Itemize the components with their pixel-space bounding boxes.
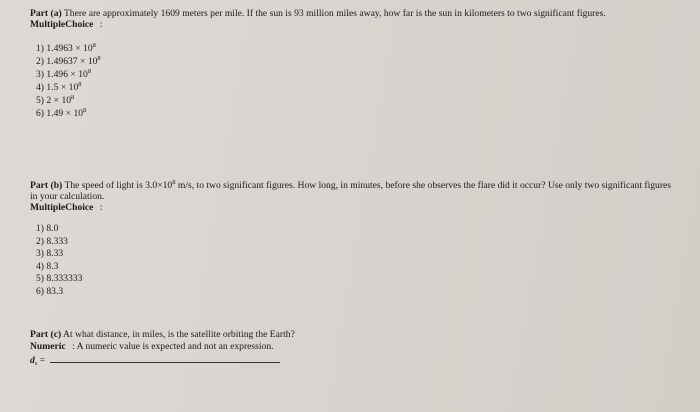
part-b-type-suffix: : bbox=[99, 202, 103, 213]
option-num: 1) bbox=[36, 43, 44, 54]
part-a-option-3[interactable] bbox=[36, 68, 680, 81]
option-times: × bbox=[80, 56, 86, 67]
part-b-option-6[interactable]: 6) 83.3 bbox=[36, 285, 64, 297]
option-mantissa: 1.49637 bbox=[46, 56, 78, 67]
part-b-option-3[interactable]: 3) 8.33 bbox=[36, 248, 64, 259]
part-c-label: Part (c) bbox=[30, 329, 62, 340]
part-a-type-suffix: : bbox=[99, 19, 103, 30]
option-num: 4) bbox=[36, 82, 44, 93]
part-b-question bbox=[30, 180, 680, 202]
option-mantissa: 1.4963 bbox=[46, 43, 73, 54]
option-ten: 10 bbox=[68, 82, 79, 93]
option-num: 3) bbox=[36, 69, 44, 80]
option-exp: 8 bbox=[87, 68, 92, 75]
part-b-q-pre: The speed of light is 3.0 bbox=[64, 180, 158, 191]
option-mantissa: 2 bbox=[46, 95, 52, 106]
option-ten: 10 bbox=[61, 95, 72, 106]
part-a-question-text: There are approximately 1609 meters per mile. If the sun is 93 million miles away, how far is the sun in kilometers to two significant figures. bbox=[63, 8, 606, 19]
part-a-type bbox=[30, 19, 680, 30]
part-a-option-6[interactable] bbox=[36, 107, 680, 120]
option-exp: 8 bbox=[71, 94, 75, 101]
option-times: × bbox=[70, 69, 76, 80]
option-ten: 10 bbox=[83, 43, 93, 54]
part-a-options bbox=[30, 42, 680, 120]
part-b-times: × bbox=[157, 180, 163, 191]
part-a-type-label: MultipleChoice bbox=[30, 19, 94, 30]
part-b-ten: 10 bbox=[162, 180, 173, 191]
part-c-answer-row bbox=[30, 353, 680, 367]
part-b-option-5[interactable]: 5) 8.333333 bbox=[36, 273, 83, 284]
option-exp: 8 bbox=[92, 42, 96, 49]
part-c-question bbox=[30, 329, 680, 341]
part-b-q-post: m/s, to two significant figures. How long, in minutes, before she observes the flare did it occur? Use only two significant figures in your calculation. bbox=[30, 180, 672, 202]
part-b-label: Part (b) bbox=[30, 180, 63, 191]
option-times: × bbox=[65, 108, 72, 119]
part-a-option-5[interactable] bbox=[36, 94, 680, 107]
option-mantissa: 1.5 bbox=[46, 82, 59, 93]
part-b-option-1[interactable]: 1) 8.0 bbox=[36, 223, 59, 234]
part-b-option-4[interactable]: 4) 8.3 bbox=[36, 260, 59, 272]
part-a-option-4[interactable] bbox=[36, 81, 680, 94]
part-c-eq: = bbox=[39, 355, 46, 366]
part-b-option-2[interactable]: 2) 8.333 bbox=[36, 235, 68, 247]
part-c bbox=[30, 329, 680, 367]
option-exp: 8 bbox=[83, 107, 87, 114]
part-b bbox=[30, 180, 680, 298]
option-mantissa: 1.49 bbox=[46, 108, 64, 119]
option-exp: 8 bbox=[97, 55, 101, 62]
option-num: 2) bbox=[36, 56, 44, 67]
part-c-var: d bbox=[30, 355, 35, 366]
part-a bbox=[30, 8, 680, 120]
part-a-label: Part (a) bbox=[30, 8, 62, 19]
option-ten: 10 bbox=[73, 108, 84, 119]
part-c-question-text: At what distance, in miles, is the satellite orbiting the Earth? bbox=[63, 329, 295, 340]
part-a-option-1[interactable] bbox=[36, 42, 680, 55]
part-c-type-note: : A numeric value is expected and not an expression. bbox=[72, 341, 274, 352]
option-times: × bbox=[53, 95, 60, 106]
option-num: 5) bbox=[36, 95, 44, 106]
option-ten: 10 bbox=[87, 56, 98, 67]
part-c-var-sub: s bbox=[34, 360, 38, 367]
part-c-type bbox=[30, 341, 680, 353]
part-b-type-label: MultipleChoice bbox=[30, 202, 94, 213]
option-times: × bbox=[60, 82, 67, 93]
option-ten: 10 bbox=[78, 69, 88, 80]
part-c-answer-blank[interactable] bbox=[50, 353, 280, 363]
part-b-exp: 8 bbox=[172, 179, 176, 186]
part-b-options bbox=[30, 223, 680, 298]
part-a-option-2[interactable] bbox=[36, 55, 680, 68]
option-times: × bbox=[75, 43, 81, 54]
part-a-question bbox=[30, 8, 680, 19]
option-exp: 8 bbox=[78, 81, 82, 88]
option-num: 6) bbox=[36, 108, 44, 119]
part-b-type bbox=[30, 202, 680, 213]
part-c-type-label: Numeric bbox=[30, 341, 66, 352]
option-mantissa: 1.496 bbox=[46, 69, 68, 80]
